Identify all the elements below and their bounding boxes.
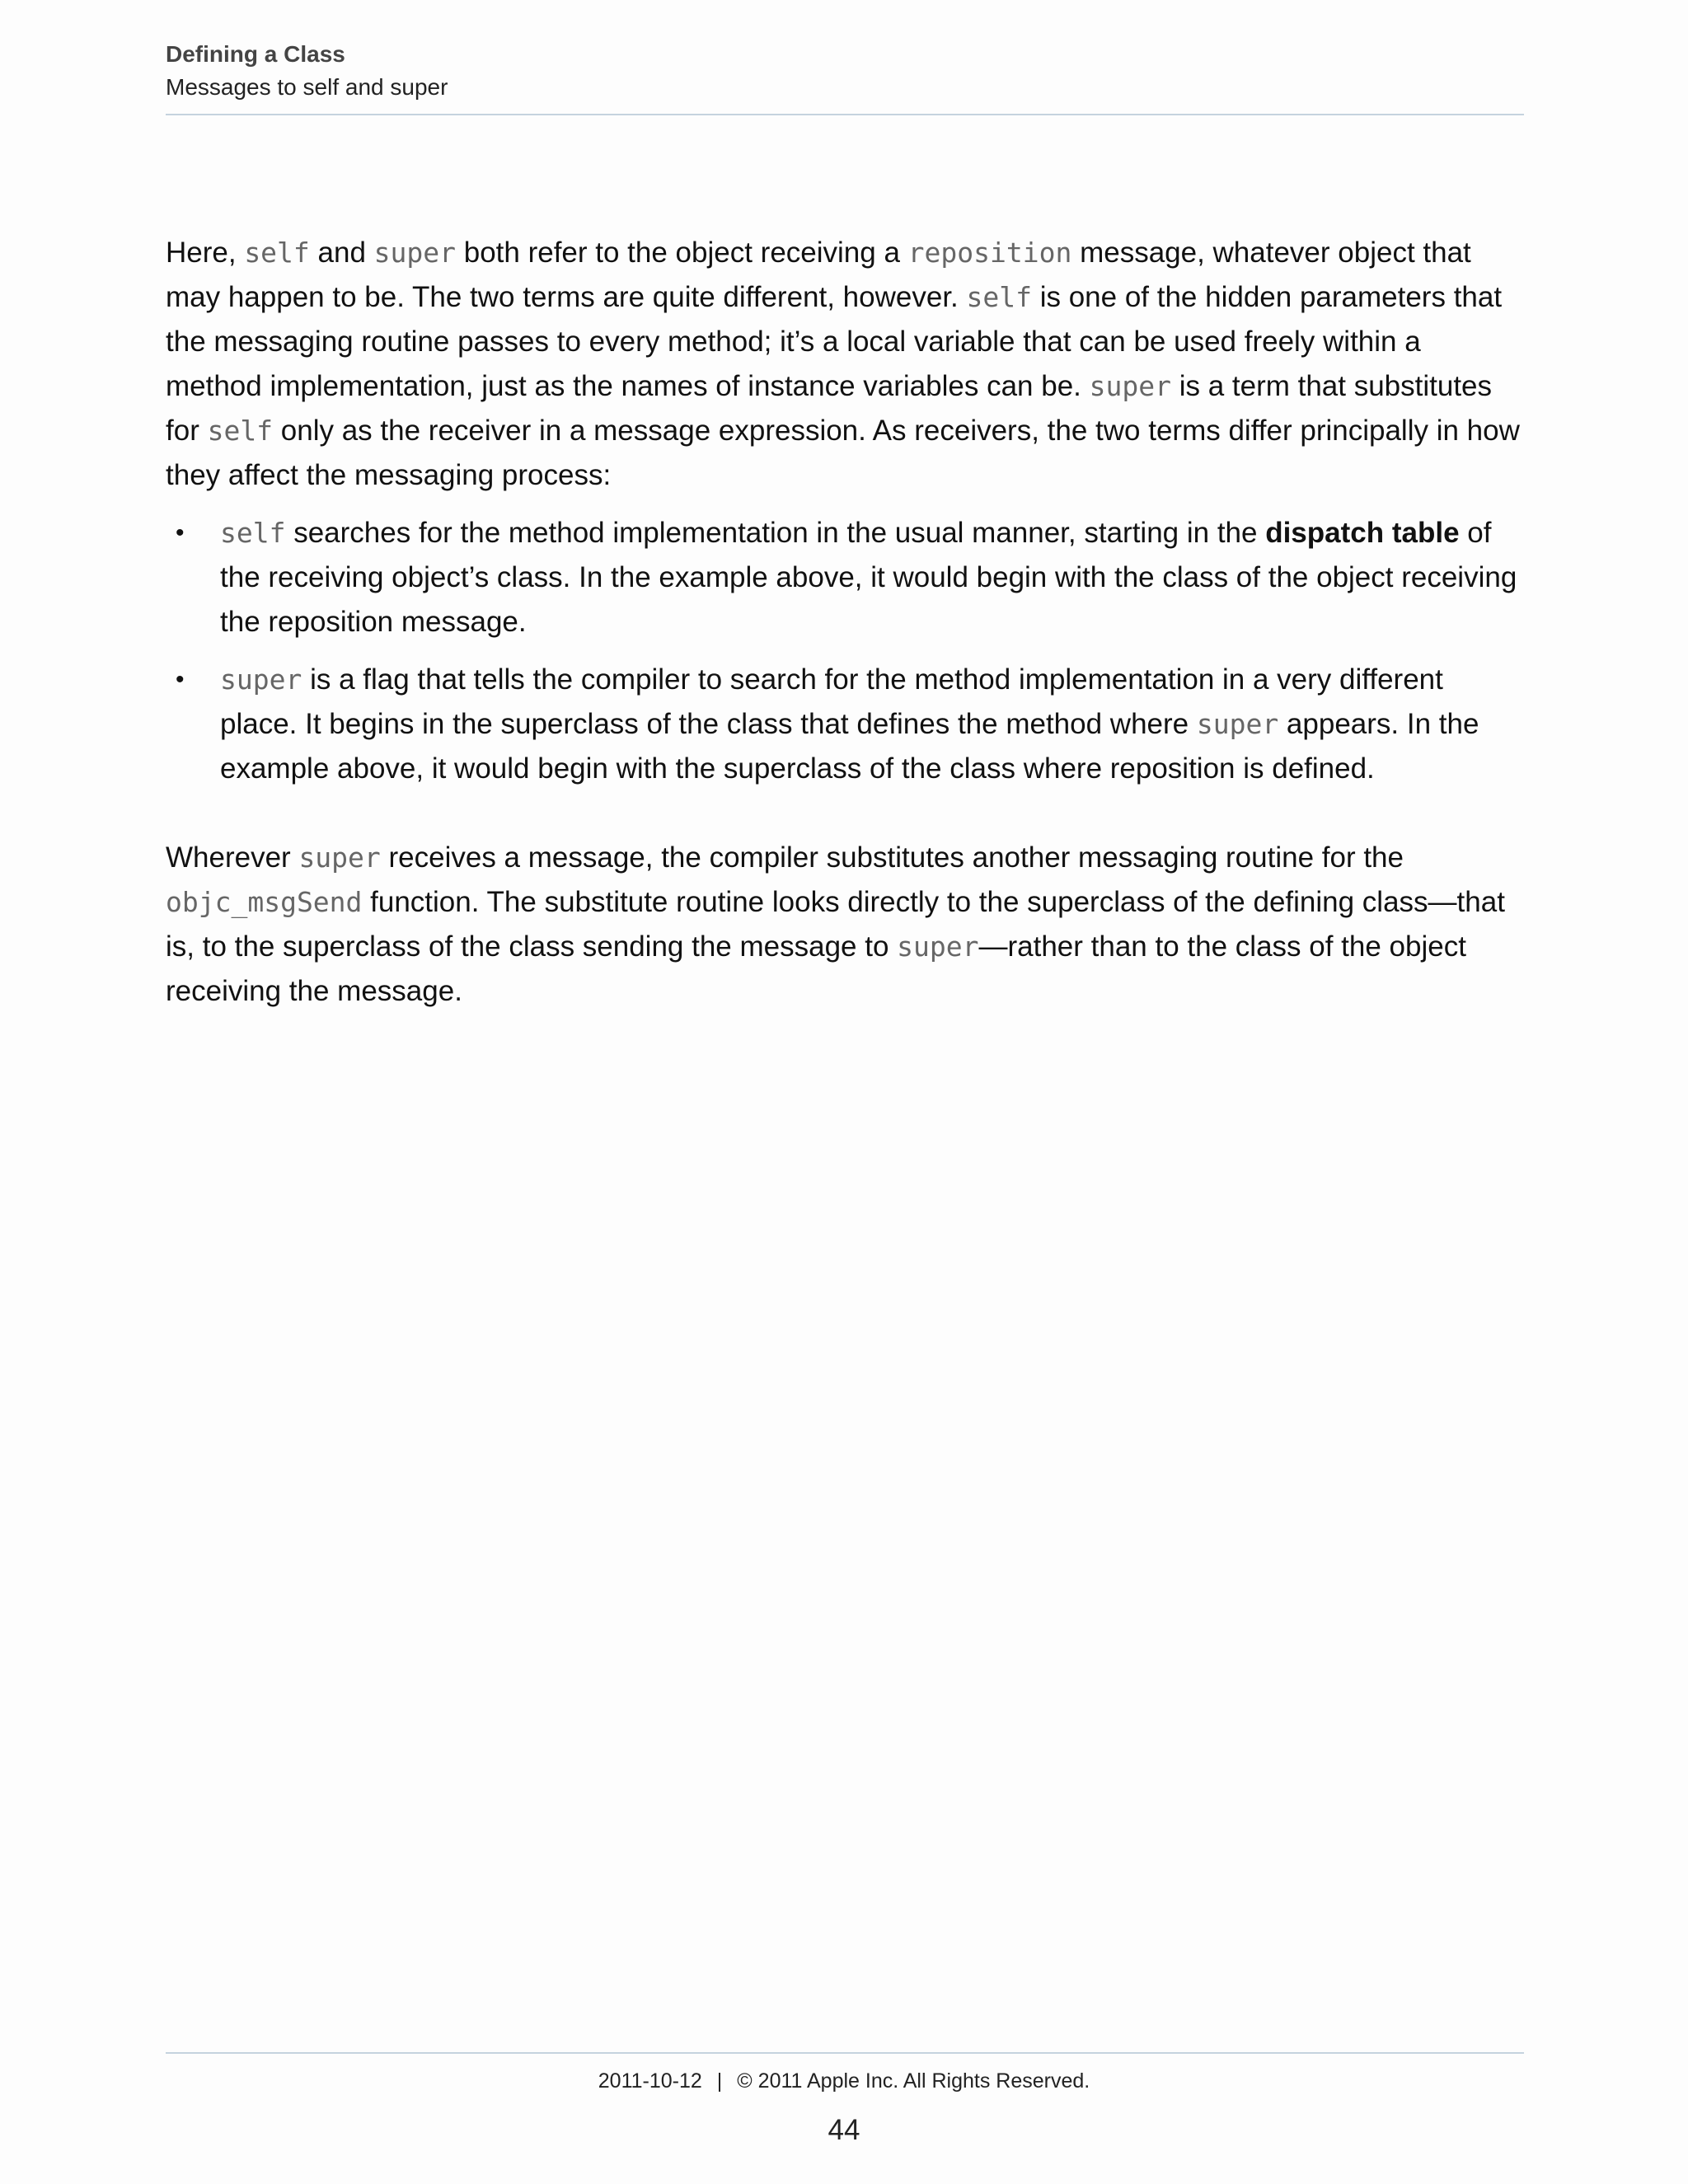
code-super: super — [897, 930, 979, 963]
text-run: message, whatever object that may happen to be. The two terms are quite different, however. — [166, 237, 1471, 313]
code-super: super — [1196, 708, 1279, 740]
footer-divider — [166, 2052, 1524, 2054]
bullet-list — [166, 511, 1524, 791]
text-run: Wherever — [166, 841, 299, 874]
text-run: is one of the hidden parameters that the messaging routine passes to every method; it’s a local variable that can be used freely within a method implementation, just as the names of instance variables can be. — [166, 281, 1503, 402]
list-item — [166, 511, 1524, 644]
list-item — [166, 658, 1524, 791]
text-run: and — [309, 237, 374, 269]
code-super: super — [220, 663, 302, 696]
code-self: self — [220, 517, 286, 549]
text-run: receives a message, the compiler substitutes another messaging routine for the — [380, 841, 1404, 874]
bullet-icon: • — [176, 666, 185, 693]
text-run: searches for the method implementation in the usual manner, starting in the — [285, 517, 1266, 549]
footer-date: 2011-10-12 — [598, 2069, 702, 2093]
chapter-title: Defining a Class — [166, 41, 345, 67]
paragraph-objc-msgsend — [166, 836, 1524, 1014]
text-run: both refer to the object receiving a — [456, 237, 908, 269]
paragraph-intro — [166, 231, 1524, 498]
footer-separator: | — [716, 2069, 723, 2093]
code-objc-msgsend: objc_msgSend — [166, 886, 363, 918]
main-content — [166, 231, 1524, 1014]
code-self: self — [244, 237, 310, 269]
section-title: Messages to self and super — [166, 74, 448, 100]
code-reposition: reposition — [907, 237, 1072, 269]
term-dispatch-table: dispatch table — [1265, 517, 1460, 549]
page-header — [166, 38, 1524, 104]
footer-copyright: © 2011 Apple Inc. All Rights Reserved. — [737, 2069, 1090, 2093]
text-run: is a flag that tells the compiler to search for the method implementation in a very different place. It begins in the superclass of the class that defines the method where — [220, 663, 1443, 740]
code-super: super — [373, 237, 456, 269]
header-divider — [166, 114, 1524, 115]
text-run: of the receiving object’s class. In the example above, it would begin with the class of the object receiving the reposition message. — [220, 517, 1517, 638]
text-run: only as the receiver in a message expression. As receivers, the two terms differ principally in how they affect the messaging process: — [166, 415, 1520, 491]
page-footer — [0, 2064, 1688, 2097]
code-self: self — [966, 281, 1032, 313]
text-run: Here, — [166, 237, 245, 269]
code-super: super — [1089, 370, 1171, 402]
text-run: function. The substitute routine looks directly to the superclass of the defining class—that is, to the superclass of the class sending the message to — [166, 886, 1505, 963]
code-self: self — [207, 415, 274, 447]
page-number: 44 — [828, 2114, 860, 2146]
text-run: —rather than to the class of the object receiving the message. — [166, 930, 1466, 1007]
text-run: appears. In the example above, it would begin with the superclass of the class where reposition is defined. — [220, 708, 1479, 785]
text-run: is a term that substitutes for — [166, 370, 1493, 447]
code-super: super — [298, 841, 381, 874]
bullet-icon: • — [176, 519, 185, 546]
